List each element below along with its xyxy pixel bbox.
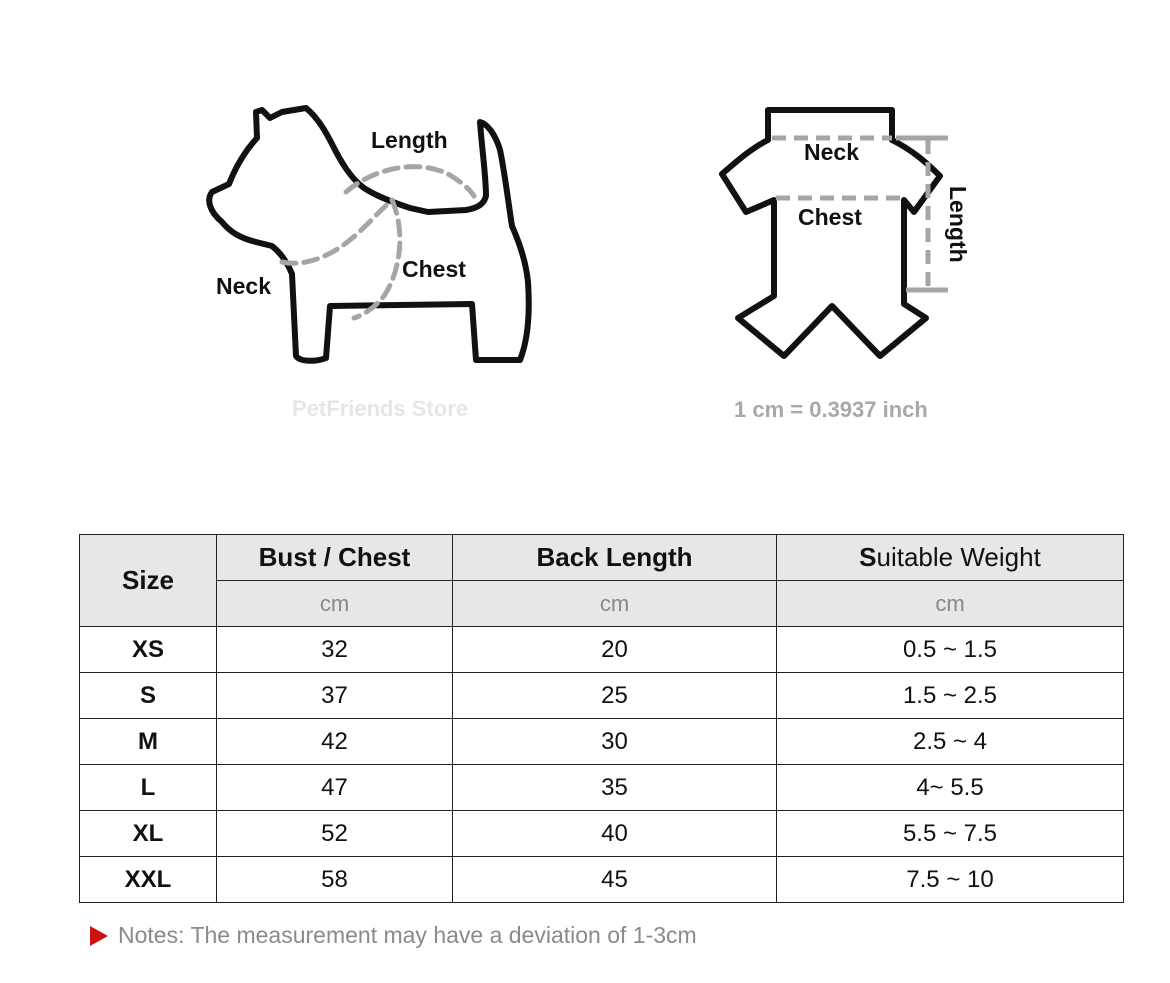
dog-measure-lines <box>282 167 474 318</box>
dog-neck-label: Neck <box>216 273 271 299</box>
cell-size: L <box>80 765 217 811</box>
header-size: Size <box>80 535 217 627</box>
cell-bust-chest: 32 <box>217 627 453 673</box>
table-header-row <box>80 535 1124 581</box>
header-suitable-weight-rest: uitable Weight <box>876 542 1041 572</box>
table-row <box>80 673 1124 719</box>
cell-bust-chest: 52 <box>217 811 453 857</box>
dog-outline-icon <box>209 108 528 361</box>
cell-suitable-weight: 7.5 ~ 10 <box>777 857 1124 903</box>
garment-chest-label: Chest <box>798 204 862 230</box>
cell-bust-chest: 42 <box>217 719 453 765</box>
header-bust-chest: Bust / Chest <box>217 535 453 581</box>
cell-suitable-weight: 1.5 ~ 2.5 <box>777 673 1124 719</box>
cell-back-length: 20 <box>453 627 777 673</box>
cell-suitable-weight: 4~ 5.5 <box>777 765 1124 811</box>
header-suitable-weight-initial: S <box>859 542 877 572</box>
note-text: Notes: The measurement may have a deviation of 1-3cm <box>118 922 697 948</box>
measurement-diagram <box>0 0 1170 440</box>
store-watermark: PetFriends Store <box>292 396 469 421</box>
cell-size: M <box>80 719 217 765</box>
header-back-length: Back Length <box>453 535 777 581</box>
garment-length-label: Length <box>945 186 971 263</box>
unit-back-length: cm <box>453 581 777 627</box>
table-row <box>80 811 1124 857</box>
cell-bust-chest: 47 <box>217 765 453 811</box>
cell-back-length: 25 <box>453 673 777 719</box>
cell-back-length: 35 <box>453 765 777 811</box>
cell-suitable-weight: 5.5 ~ 7.5 <box>777 811 1124 857</box>
cell-suitable-weight: 2.5 ~ 4 <box>777 719 1124 765</box>
dog-length-label: Length <box>371 127 448 153</box>
table-row <box>80 627 1124 673</box>
table-unit-row <box>80 581 1124 627</box>
dog-chest-label: Chest <box>402 256 466 282</box>
garment-neck-label: Neck <box>804 139 859 165</box>
red-triangle-arrow-icon <box>90 926 108 946</box>
unit-conversion-note: 1 cm = 0.3937 inch <box>734 397 928 422</box>
cell-size: S <box>80 673 217 719</box>
cell-back-length: 30 <box>453 719 777 765</box>
cell-suitable-weight: 0.5 ~ 1.5 <box>777 627 1124 673</box>
table-row <box>80 857 1124 903</box>
cell-size: XS <box>80 627 217 673</box>
cell-back-length: 45 <box>453 857 777 903</box>
unit-suitable-weight: cm <box>777 581 1124 627</box>
table-row <box>80 765 1124 811</box>
cell-back-length: 40 <box>453 811 777 857</box>
cell-size: XXL <box>80 857 217 903</box>
cell-size: XL <box>80 811 217 857</box>
table-row <box>80 719 1124 765</box>
header-suitable-weight <box>777 535 1124 581</box>
size-chart-table <box>79 534 1124 903</box>
unit-bust-chest: cm <box>217 581 453 627</box>
measurement-note <box>90 922 697 949</box>
cell-bust-chest: 37 <box>217 673 453 719</box>
cell-bust-chest: 58 <box>217 857 453 903</box>
